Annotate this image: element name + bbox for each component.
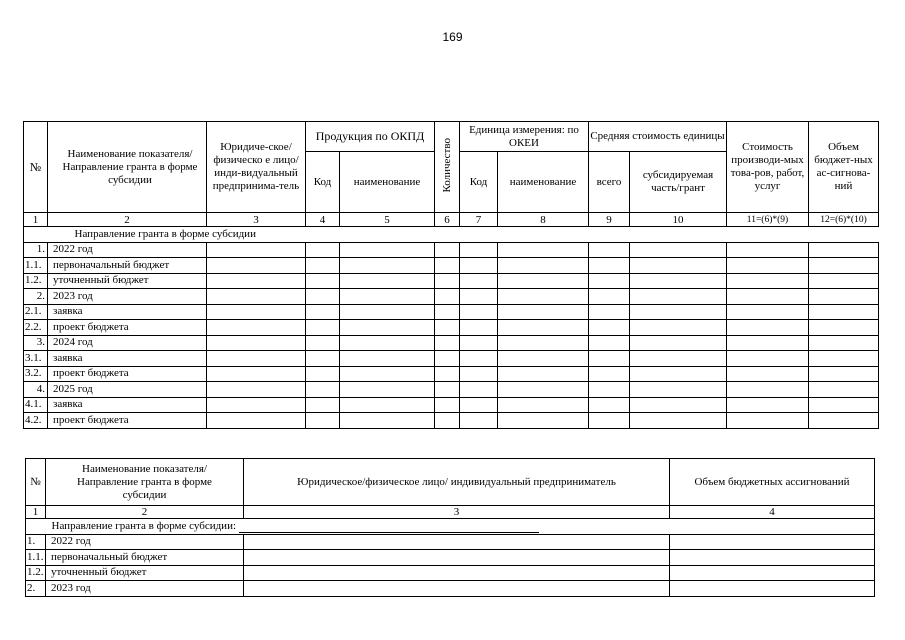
table-cell — [498, 335, 589, 351]
table-cell — [207, 273, 306, 289]
table-cell — [589, 289, 630, 305]
row-label: заявка — [48, 304, 207, 320]
table-cell — [727, 242, 809, 258]
table-cell — [809, 320, 879, 336]
table-cell — [435, 335, 460, 351]
table-row — [24, 413, 879, 429]
table-cell — [498, 351, 589, 367]
table-cell — [306, 320, 340, 336]
table-cell — [498, 304, 589, 320]
table-cell — [589, 273, 630, 289]
table-row — [26, 581, 875, 597]
row-label: 2022 год — [46, 534, 244, 550]
table-cell — [435, 242, 460, 258]
table-cell — [630, 366, 727, 382]
table-cell — [727, 351, 809, 367]
header-entity: Юридиче-ское/физическо е лицо/ инди-видуальный предпринима-тель — [207, 122, 306, 213]
table-cell — [207, 366, 306, 382]
table-cell — [340, 320, 435, 336]
column-number: 5 — [340, 213, 435, 227]
row-label: проект бюджета — [48, 320, 207, 336]
table-cell — [498, 242, 589, 258]
row-label: заявка — [48, 397, 207, 413]
header-unit-okei: Единица измерения: по ОКЕИ — [460, 122, 589, 152]
t2-header-no: № — [26, 459, 46, 506]
table-cell — [460, 273, 498, 289]
table-row — [24, 351, 879, 367]
table-cell — [589, 304, 630, 320]
table-cell — [306, 242, 340, 258]
column-number: 2 — [48, 213, 207, 227]
t2-header-entity: Юридическое/физическое лицо/ индивидуальный предприниматель — [244, 459, 670, 506]
table-cell — [670, 534, 875, 550]
section-row — [24, 227, 879, 243]
table-cell — [727, 413, 809, 429]
table-cell — [498, 413, 589, 429]
header-no: № — [24, 122, 48, 213]
table-cell — [498, 397, 589, 413]
table-cell — [460, 351, 498, 367]
table-cell — [460, 289, 498, 305]
table-cell — [207, 397, 306, 413]
row-index: 2.1. — [24, 304, 48, 320]
table-cell — [340, 366, 435, 382]
table-cell — [630, 289, 727, 305]
table-row — [24, 289, 879, 305]
table-cell — [727, 273, 809, 289]
table-cell — [670, 565, 875, 581]
table-cell — [340, 258, 435, 274]
table-cell — [630, 242, 727, 258]
row-label: 2024 год — [48, 335, 207, 351]
column-number: 9 — [589, 213, 630, 227]
grant-budget-table — [25, 458, 875, 597]
grant-indicators-table — [23, 121, 879, 429]
table-cell — [207, 335, 306, 351]
row-index: 1.1. — [24, 258, 48, 274]
column-number-row — [24, 213, 879, 227]
table-row — [26, 550, 875, 566]
table-cell — [460, 320, 498, 336]
table-cell — [435, 258, 460, 274]
page-number: 169 — [442, 30, 463, 44]
t2-section-label — [46, 519, 875, 535]
t2-header-indicator: Наименование показателя/ Направление гранта в форме субсидии — [46, 459, 244, 506]
column-number: 4 — [306, 213, 340, 227]
table-row — [24, 273, 879, 289]
column-number: 7 — [460, 213, 498, 227]
table-cell — [630, 382, 727, 398]
table-cell — [460, 335, 498, 351]
table-cell — [306, 273, 340, 289]
header-indicator: Наименование показателя/ Направление гранта в форме субсидии — [48, 122, 207, 213]
table-cell — [630, 258, 727, 274]
row-index: 1.1. — [26, 550, 46, 566]
table-cell — [340, 382, 435, 398]
table-cell — [809, 366, 879, 382]
table-cell — [809, 413, 879, 429]
table-cell — [589, 397, 630, 413]
table-cell — [630, 397, 727, 413]
table1-body — [24, 242, 879, 428]
table-cell — [498, 273, 589, 289]
table-cell — [306, 366, 340, 382]
table-row — [24, 320, 879, 336]
table-cell — [435, 366, 460, 382]
row-label: первоначальный бюджет — [48, 258, 207, 274]
table-cell — [207, 304, 306, 320]
table-cell — [809, 273, 879, 289]
table-cell — [306, 304, 340, 320]
table-cell — [435, 382, 460, 398]
table-row — [24, 366, 879, 382]
table-cell — [340, 304, 435, 320]
table-cell — [589, 351, 630, 367]
table-cell — [727, 335, 809, 351]
table-cell — [207, 242, 306, 258]
table-cell — [630, 320, 727, 336]
table-cell — [340, 397, 435, 413]
table-cell — [809, 397, 879, 413]
row-index: 1. — [26, 534, 46, 550]
table-cell — [670, 550, 875, 566]
table-cell — [306, 397, 340, 413]
row-label: 2022 год — [48, 242, 207, 258]
table-cell — [809, 351, 879, 367]
table-cell — [244, 565, 670, 581]
table-cell — [207, 320, 306, 336]
t2-column-number-row — [26, 506, 875, 519]
column-number: 1 — [26, 506, 46, 519]
table-row — [24, 397, 879, 413]
row-index: 3.1. — [24, 351, 48, 367]
table-cell — [306, 258, 340, 274]
column-number: 12=(6)*(10) — [809, 213, 879, 227]
table-cell — [498, 382, 589, 398]
table-row — [24, 382, 879, 398]
table-cell — [207, 289, 306, 305]
header-unit-code: Код — [460, 152, 498, 213]
table-row — [24, 335, 879, 351]
row-index: 2.2. — [24, 320, 48, 336]
table-cell — [435, 397, 460, 413]
row-label: проект бюджета — [48, 366, 207, 382]
table-cell — [306, 382, 340, 398]
row-index: 4. — [24, 382, 48, 398]
table-cell — [244, 534, 670, 550]
table-cell — [435, 320, 460, 336]
table-cell — [670, 581, 875, 597]
column-number: 2 — [46, 506, 244, 519]
row-index: 4.2. — [24, 413, 48, 429]
table-cell — [589, 366, 630, 382]
row-index: 3.2. — [24, 366, 48, 382]
table-cell — [460, 242, 498, 258]
header-code: Код — [306, 152, 340, 213]
table-cell — [435, 273, 460, 289]
t2-section-text: Направление гранта в форме субсидии: — [51, 519, 237, 532]
header-total: всего — [589, 152, 630, 213]
table-cell — [630, 273, 727, 289]
header-budget-volume: Объем бюджет-ных ас-сигнова-ний — [809, 122, 879, 213]
header-avg-cost: Средняя стоимость единицы — [589, 122, 727, 152]
table-cell — [460, 258, 498, 274]
row-label: заявка — [48, 351, 207, 367]
table-cell — [207, 351, 306, 367]
column-number: 1 — [24, 213, 48, 227]
table-cell — [498, 320, 589, 336]
t2-section-row — [26, 519, 875, 535]
row-label: уточненный бюджет — [48, 273, 207, 289]
table-cell — [306, 351, 340, 367]
table-cell — [630, 304, 727, 320]
column-number: 6 — [435, 213, 460, 227]
header-cost-goods: Стоимость производи-мых това-ров, работ, услуг — [727, 122, 809, 213]
table-cell — [727, 382, 809, 398]
table-cell — [630, 351, 727, 367]
table-cell — [809, 242, 879, 258]
table-cell — [244, 550, 670, 566]
table-cell — [498, 366, 589, 382]
table-row — [26, 534, 875, 550]
table-cell — [340, 273, 435, 289]
table-cell — [727, 258, 809, 274]
row-label: уточненный бюджет — [46, 565, 244, 581]
column-number: 4 — [670, 506, 875, 519]
table-cell — [460, 382, 498, 398]
table-cell — [589, 320, 630, 336]
table-cell — [460, 366, 498, 382]
table-cell — [809, 382, 879, 398]
table-cell — [435, 304, 460, 320]
column-number: 8 — [498, 213, 589, 227]
header-unit-name: наименование — [498, 152, 589, 213]
table-cell — [435, 289, 460, 305]
table-cell — [460, 304, 498, 320]
column-number: 10 — [630, 213, 727, 227]
table-cell — [435, 351, 460, 367]
column-number: 3 — [207, 213, 306, 227]
table-cell — [207, 413, 306, 429]
table-cell — [244, 581, 670, 597]
table-cell — [809, 258, 879, 274]
row-index: 2. — [24, 289, 48, 305]
table-cell — [809, 304, 879, 320]
table-cell — [340, 289, 435, 305]
t2-header-budget: Объем бюджетных ассигнований — [670, 459, 875, 506]
column-number: 11=(6)*(9) — [727, 213, 809, 227]
table-cell — [809, 335, 879, 351]
row-label: 2023 год — [48, 289, 207, 305]
row-index: 1. — [24, 242, 48, 258]
table-cell — [589, 258, 630, 274]
table-cell — [589, 242, 630, 258]
row-label: 2025 год — [48, 382, 207, 398]
table-cell — [306, 289, 340, 305]
table-row — [24, 258, 879, 274]
table-cell — [340, 351, 435, 367]
table-cell — [727, 289, 809, 305]
table-cell — [589, 382, 630, 398]
column-number: 3 — [244, 506, 670, 519]
table-cell — [340, 335, 435, 351]
header-quantity — [435, 122, 460, 213]
table-cell — [340, 242, 435, 258]
header-quantity-label: Количество — [440, 137, 453, 193]
table-cell — [727, 397, 809, 413]
table-cell — [207, 258, 306, 274]
row-index: 4.1. — [24, 397, 48, 413]
row-index: 2. — [26, 581, 46, 597]
row-label: проект бюджета — [48, 413, 207, 429]
table-cell — [727, 320, 809, 336]
table-cell — [498, 258, 589, 274]
table-cell — [207, 382, 306, 398]
table-cell — [630, 335, 727, 351]
table-cell — [340, 413, 435, 429]
table-cell — [435, 413, 460, 429]
header-name: наименование — [340, 152, 435, 213]
table-row — [26, 565, 875, 581]
table-cell — [589, 413, 630, 429]
table-cell — [306, 335, 340, 351]
row-label: 2023 год — [46, 581, 244, 597]
row-index: 1.2. — [26, 565, 46, 581]
table-cell — [809, 289, 879, 305]
section-label: Направление гранта в форме субсидии — [48, 227, 879, 243]
row-label: первоначальный бюджет — [46, 550, 244, 566]
table-cell — [460, 413, 498, 429]
table-cell — [460, 397, 498, 413]
t2-underline — [239, 522, 539, 533]
table-row — [24, 242, 879, 258]
row-index: 3. — [24, 335, 48, 351]
table-cell — [727, 304, 809, 320]
row-index: 1.2. — [24, 273, 48, 289]
table-cell — [589, 335, 630, 351]
header-subsidized: субсидируемая часть/грант — [630, 152, 727, 213]
table-cell — [727, 366, 809, 382]
table-cell — [306, 413, 340, 429]
table-cell — [630, 413, 727, 429]
table2-body — [26, 534, 875, 596]
table-row — [24, 304, 879, 320]
table-cell — [498, 289, 589, 305]
header-product-okpd: Продукция по ОКПД — [306, 122, 435, 152]
